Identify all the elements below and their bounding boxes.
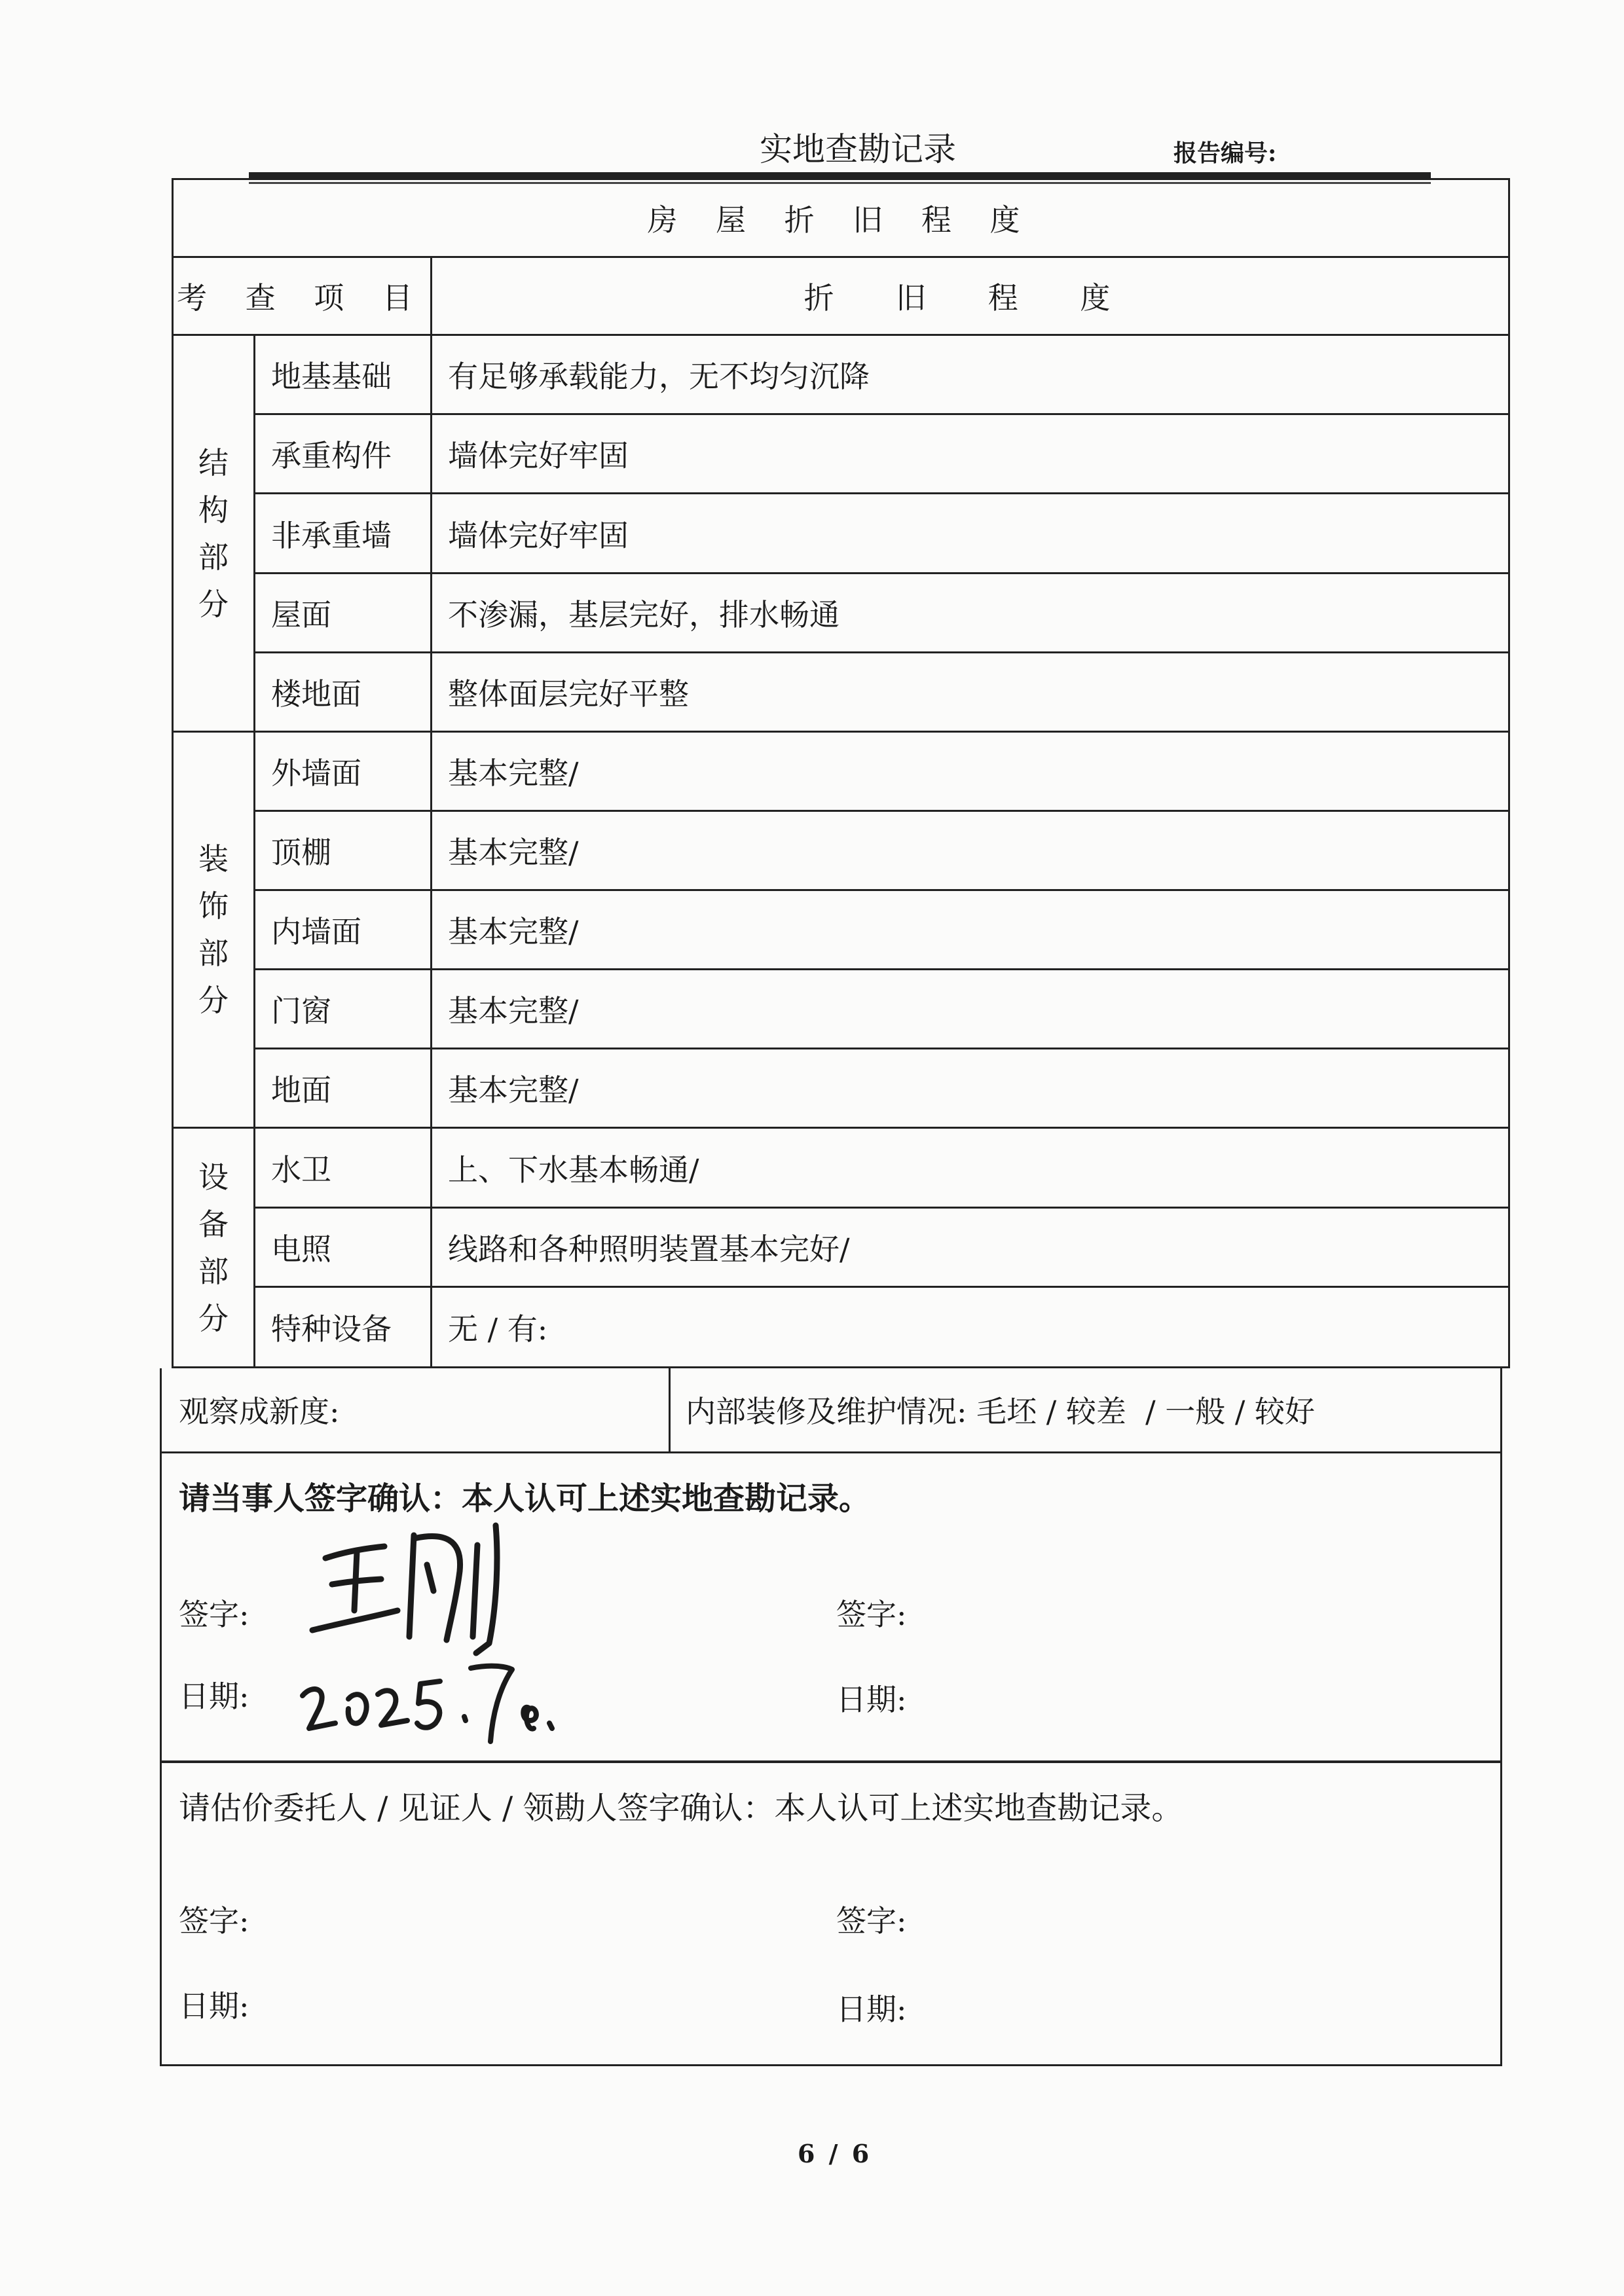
- client-sign-label: 签字:: [179, 1903, 249, 1939]
- party-sign-label: 签字:: [179, 1597, 249, 1632]
- row-item: 电照: [255, 1207, 432, 1286]
- group-char: 设: [198, 1159, 229, 1195]
- row-item: 顶棚: [255, 811, 432, 890]
- row-item: 屋面: [255, 573, 432, 652]
- client-confirm-title: 请估价委托人 / 见证人 / 领勘人签字确认：本人认可上述实地查勘记录。: [179, 1790, 1183, 1827]
- row-item: 非承重墙: [255, 494, 432, 573]
- page-number: 6 / 6: [798, 2139, 872, 2168]
- group-char: 饰: [198, 888, 229, 924]
- client-signature-section: [160, 1761, 1502, 2066]
- row-item: 门窗: [255, 970, 432, 1049]
- client-date-label: 日期:: [179, 1988, 249, 2024]
- row-value: 基本完整/: [432, 890, 1509, 970]
- row-item: 水卫: [255, 1128, 432, 1207]
- party-sign-label-right: 签字:: [836, 1597, 907, 1632]
- group-label-structure: [173, 335, 255, 732]
- row-value: 整体面层完好平整: [432, 652, 1509, 731]
- row-value: 无 / 有:: [432, 1286, 1509, 1367]
- new-degree-label: 观察成新度:: [179, 1394, 340, 1429]
- row-value: 线路和各种照明装置基本完好/: [432, 1207, 1509, 1286]
- row-value: 不渗漏，基层完好，排水畅通: [432, 573, 1509, 652]
- party-date-label: 日期:: [179, 1679, 249, 1714]
- party-signature-section: [160, 1451, 1502, 1762]
- party-confirm-title: 请当事人签字确认：本人认可上述实地查勘记录。: [179, 1480, 871, 1517]
- row-value: 墙体完好牢固: [432, 414, 1509, 494]
- row-item: 特种设备: [255, 1286, 432, 1367]
- group-char: 备: [198, 1206, 229, 1242]
- row-value: 基本完整/: [432, 1049, 1509, 1128]
- group-char: 部: [198, 539, 229, 575]
- observation-row: [160, 1368, 1502, 1453]
- group-char: 装: [198, 841, 229, 877]
- client-sign-label-right: 签字:: [836, 1903, 907, 1939]
- row-value: 基本完整/: [432, 970, 1509, 1049]
- observation-divider: [669, 1368, 671, 1451]
- maintenance-label: 内部装修及维护情况: 毛坯 / 较差 / 一般 / 较好: [686, 1394, 1315, 1429]
- table-title: 房 屋 折 旧 程 度: [173, 179, 1509, 257]
- report-number-label: 报告编号:: [1173, 139, 1277, 167]
- row-item: 地面: [255, 1049, 432, 1128]
- group-label-decoration: [173, 731, 255, 1128]
- client-date-label-right: 日期:: [836, 1992, 907, 2027]
- row-value: 上、下水基本畅通/: [432, 1128, 1509, 1207]
- group-char: 结: [198, 445, 229, 481]
- row-value: 基本完整/: [432, 811, 1509, 890]
- group-char: 分: [198, 1300, 229, 1336]
- group-label-equipment: [173, 1128, 255, 1368]
- column-header-degree: 折 旧 程 度: [432, 257, 1509, 335]
- row-value: 有足够承载能力，无不均匀沉降: [432, 335, 1509, 414]
- depreciation-table: [172, 178, 1510, 1368]
- row-item: 承重构件: [255, 414, 432, 494]
- handwritten-signature: [299, 1512, 555, 1755]
- group-char: 构: [198, 492, 229, 528]
- row-value: 基本完整/: [432, 731, 1509, 811]
- group-char: 分: [198, 983, 229, 1019]
- column-header-item: 考 查 项 目: [173, 257, 432, 335]
- row-item: 内墙面: [255, 890, 432, 970]
- row-item: 地基基础: [255, 335, 432, 414]
- group-char: 部: [198, 936, 229, 972]
- group-char: 部: [198, 1253, 229, 1289]
- row-value: 墙体完好牢固: [432, 494, 1509, 573]
- document-title: 实地查勘记录: [760, 130, 956, 168]
- row-item: 外墙面: [255, 731, 432, 811]
- party-date-label-right: 日期:: [836, 1682, 907, 1717]
- row-item: 楼地面: [255, 652, 432, 731]
- group-char: 分: [198, 586, 229, 622]
